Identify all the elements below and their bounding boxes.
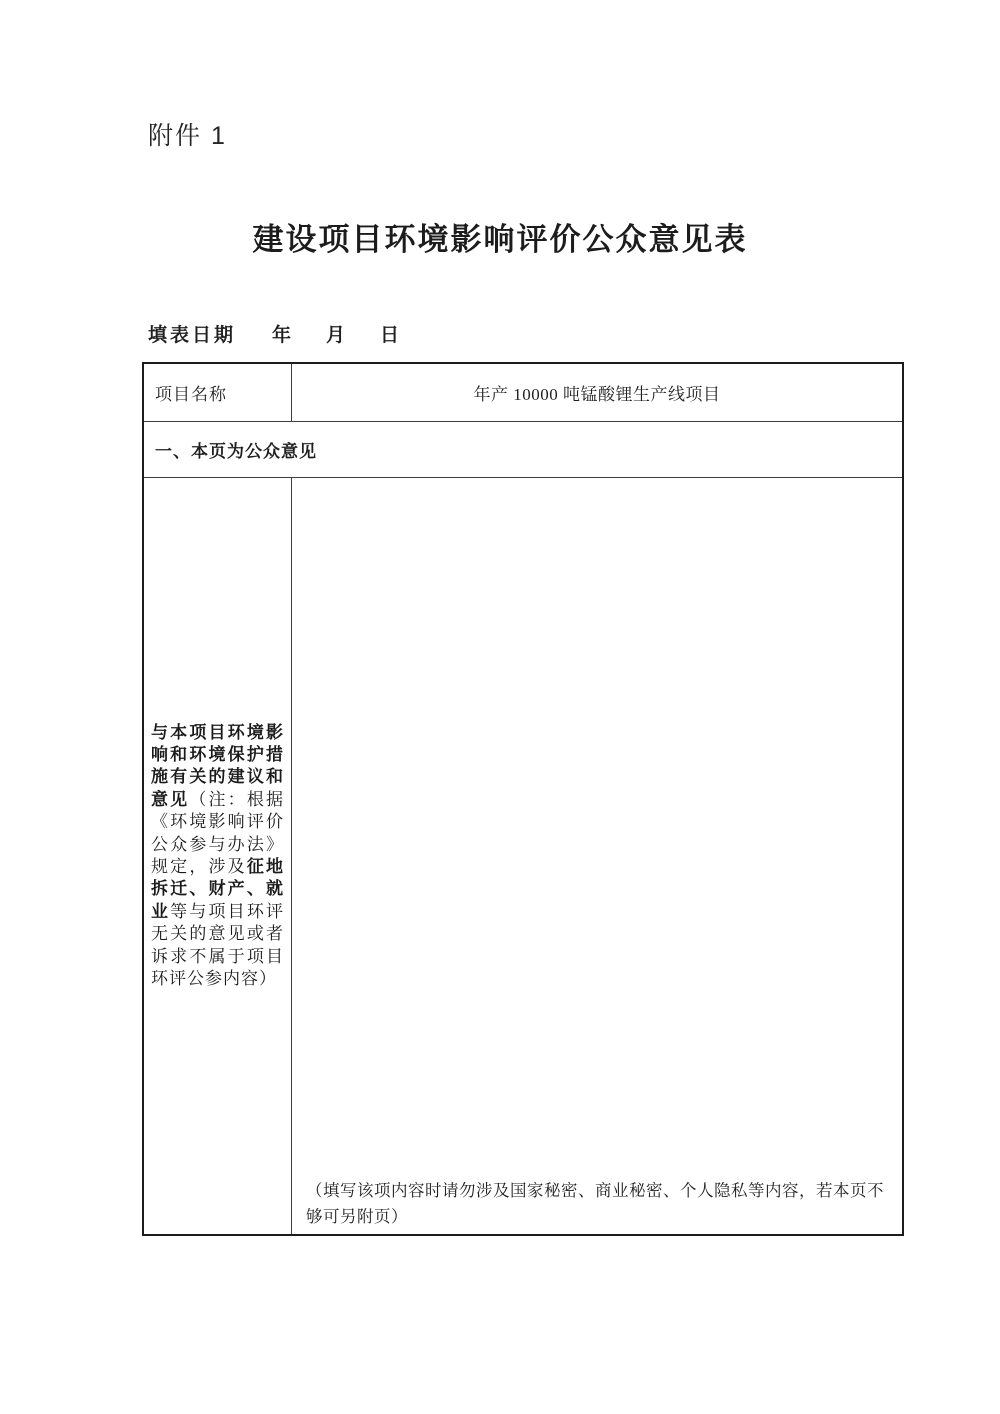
project-name-label: 项目名称 [155,385,227,404]
date-year-label: 年 [272,325,295,346]
opinion-area-note: （填写该项内容时请勿涉及国家秘密、商业秘密、个人隐私等内容，若本页不够可另附页） [306,1181,884,1226]
date-day-label: 日 [380,325,403,346]
project-name-value: 年产 10000 吨锰酸锂生产线项目 [473,385,721,404]
opinion-label-cell [144,478,292,1234]
section-header-row [144,422,902,478]
date-month-label: 月 [326,325,349,346]
fill-date-line [148,320,402,347]
section-header: 一、本页为公众意见 [155,442,317,461]
project-name-value-cell [292,364,902,421]
public-opinion-form-table [142,362,904,1236]
fill-date-label: 填表日期 [148,325,237,346]
opinion-row [144,478,902,1234]
attachment-label: 附件 1 [148,122,227,150]
opinion-label-lead: 与本项目环境影响和环境保护措施有关的建议和意见 [151,722,284,809]
opinion-label-text [151,722,284,991]
project-name-label-cell [144,364,292,421]
opinion-label-note-1: （注：根据《环境影响评价公众参与办法》规定，涉及 [151,789,285,876]
opinion-input-area[interactable] [292,478,902,1234]
opinion-label-keywords: 征地拆迁、财产、就业 [151,857,285,921]
project-name-row [144,364,902,422]
page-title: 建设项目环境影响评价公众意见表 [252,222,748,257]
opinion-label-note-2: 等与项目环评无关的意见或者诉求不属于项目环评公参内容） [151,901,285,989]
